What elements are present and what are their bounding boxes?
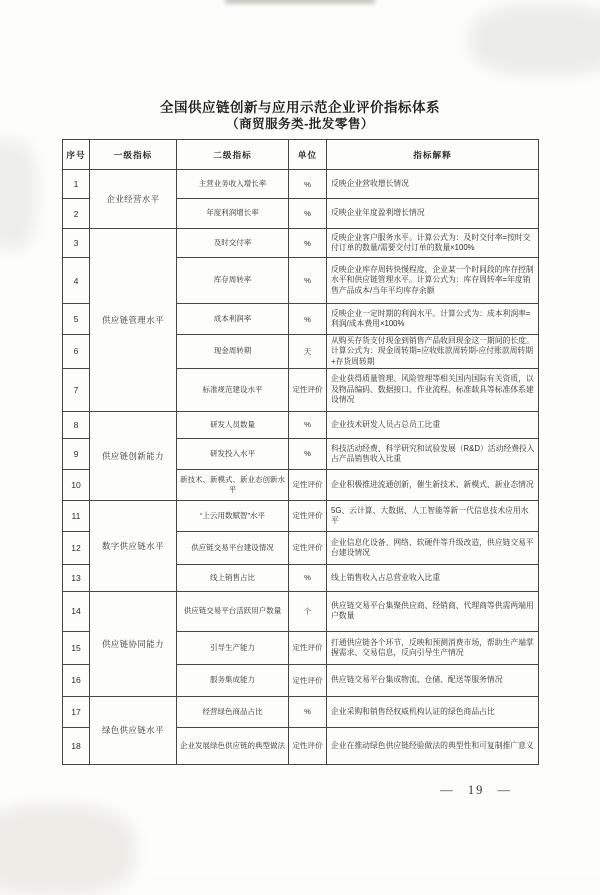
row-number: 6	[63, 335, 90, 369]
unit-cell: %	[289, 438, 327, 469]
level2-indicator-cell: 新技术、新模式、新业态创新水平	[177, 469, 289, 500]
document-title: 全国供应链创新与应用示范企业评价指标体系	[160, 100, 440, 115]
unit-cell: %	[289, 696, 327, 727]
row-number: 15	[63, 631, 90, 664]
explanation-cell: 反映企业库存周转快慢程度，企业某一个时间段的库存控制水平和供应链管理水平。计算公式为：库存周转率=年度销售产品成本/当年平均库存余额	[327, 258, 539, 304]
explanation-cell: 供应链交易平台集聚供应商、经销商、代理商等供需两端用户数量	[327, 591, 539, 631]
unit-cell: %	[289, 199, 327, 229]
explanation-cell: 供应链交易平台集成物流、仓储、配送等服务情况	[327, 664, 539, 696]
scan-artifact	[0, 140, 37, 250]
unit-cell: %	[289, 170, 327, 199]
explanation-cell: 从购买存货支付现金到销售产品收回现金这一期间的长度。计算公式为：现金周转期=应收账款周转期-应付账款周转期+存货周转期	[327, 335, 539, 369]
level2-indicator-cell: 标准规范建设水平	[177, 368, 289, 411]
level2-indicator-cell: 研发人员数量	[177, 411, 289, 438]
row-number: 4	[63, 258, 90, 304]
scan-artifact	[225, 0, 375, 4]
page-number: — 19 —	[440, 783, 512, 797]
unit-cell: %	[289, 304, 327, 335]
level1-indicator-cell: 供应链管理水平	[90, 229, 177, 412]
title-block	[0, 100, 600, 133]
table-row	[63, 229, 539, 258]
explanation-cell: 打通供应链各个环节，反映和预测消费市场，帮助生产端掌握需求、交易信息，反向引导生产情况	[327, 631, 539, 664]
level2-indicator-cell: 线上销售占比	[177, 564, 289, 591]
row-number: 10	[63, 469, 90, 500]
level2-indicator-cell: 年度利润增长率	[177, 199, 289, 229]
explanation-cell: 科技活动经费、科学研究和试验发展（R&D）活动经费投入占产品销售收入比重	[327, 438, 539, 469]
unit-cell: 定性评价	[289, 531, 327, 564]
explanation-cell: 线上销售收入占总营业收入比重	[327, 564, 539, 591]
row-number: 14	[63, 591, 90, 631]
header-explanation: 指标解释	[327, 140, 539, 170]
row-number: 12	[63, 531, 90, 564]
row-number: 7	[63, 368, 90, 411]
row-number: 2	[63, 199, 90, 229]
unit-cell: 定性评价	[289, 368, 327, 411]
level2-indicator-cell: 供应链交易平台活跃用户数量	[177, 591, 289, 631]
unit-cell: %	[289, 564, 327, 591]
unit-cell: 个	[289, 591, 327, 631]
row-number: 3	[63, 229, 90, 258]
unit-cell: 定性评价	[289, 727, 327, 764]
unit-cell: 定性评价	[289, 500, 327, 531]
row-number: 5	[63, 304, 90, 335]
document-subtitle: （商贸服务类-批发零售）	[226, 116, 374, 131]
table-row	[63, 411, 539, 438]
level2-indicator-cell: 及时交付率	[177, 229, 289, 258]
header-unit: 单位	[289, 140, 327, 170]
row-number: 16	[63, 664, 90, 696]
level2-indicator-cell: 主营业务收入增长率	[177, 170, 289, 199]
level2-indicator-cell: 经营绿色商品占比	[177, 696, 289, 727]
header-level1: 一级指标	[90, 140, 177, 170]
unit-cell: %	[289, 411, 327, 438]
level2-indicator-cell: 成本利润率	[177, 304, 289, 335]
unit-cell: 定性评价	[289, 664, 327, 696]
row-number: 8	[63, 411, 90, 438]
row-number: 13	[63, 564, 90, 591]
header-no: 序号	[63, 140, 90, 170]
explanation-cell: 反映企业客户服务水平。计算公式为：及时交付率=按时交付订单的数量/需要交付订单的数量×100%	[327, 229, 539, 258]
explanation-cell: 5G、云计算、大数据、人工智能等新一代信息技术应用水平	[327, 500, 539, 531]
indicator-table	[62, 139, 539, 765]
scan-artifact	[0, 805, 135, 895]
explanation-cell: 企业积极推进流通创新，催生新技术、新模式、新业态情况	[327, 469, 539, 500]
table-row	[63, 170, 539, 199]
explanation-cell: 企业技术研发人员占总员工比重	[327, 411, 539, 438]
row-number: 1	[63, 170, 90, 199]
level1-indicator-cell: 供应链协同能力	[90, 591, 177, 696]
unit-cell: 天	[289, 335, 327, 369]
explanation-cell: 企业信息化设备、网络、软硬件等升级改造，供应链交易平台建设情况	[327, 531, 539, 564]
explanation-cell: 反映企业营收增长情况	[327, 170, 539, 199]
table-row	[63, 591, 539, 631]
row-number: 11	[63, 500, 90, 531]
unit-cell: %	[289, 229, 327, 258]
unit-cell: 定性评价	[289, 469, 327, 500]
explanation-cell: 企业在推动绿色供应链经验做法的典型性和可复制推广意义	[327, 727, 539, 764]
header-level2: 二级指标	[177, 140, 289, 170]
explanation-cell: 反映企业年度盈利增长情况	[327, 199, 539, 229]
unit-cell: 定性评价	[289, 631, 327, 664]
level2-indicator-cell: “上云用数赋智”水平	[177, 500, 289, 531]
row-number: 17	[63, 696, 90, 727]
level1-indicator-cell: 绿色供应链水平	[90, 696, 177, 764]
level2-indicator-cell: 研发投入水平	[177, 438, 289, 469]
level1-indicator-cell: 企业经营水平	[90, 170, 177, 229]
explanation-cell: 反映企业一定时期的利润水平。计算公式为：成本利润率=利润/成本费用×100%	[327, 304, 539, 335]
explanation-cell: 企业获得质量管理、风险管理等相关国内国际有关资质，以及物品编码、数据接口、作业流程、标准载具等标准体系建设情况	[327, 368, 539, 411]
row-number: 9	[63, 438, 90, 469]
level2-indicator-cell: 引导生产能力	[177, 631, 289, 664]
table-row	[63, 696, 539, 727]
level2-indicator-cell: 供应链交易平台建设情况	[177, 531, 289, 564]
table-header-row	[63, 140, 539, 170]
level2-indicator-cell: 现金周转期	[177, 335, 289, 369]
explanation-cell: 企业采购和销售经权威机构认证的绿色商品占比	[327, 696, 539, 727]
table-row	[63, 500, 539, 531]
row-number: 18	[63, 727, 90, 764]
level2-indicator-cell: 库存周转率	[177, 258, 289, 304]
level1-indicator-cell: 数字供应链水平	[90, 500, 177, 591]
scan-artifact	[470, 5, 600, 75]
unit-cell: %	[289, 258, 327, 304]
level2-indicator-cell: 企业发展绿色供应链的典型做法	[177, 727, 289, 764]
level2-indicator-cell: 服务集成能力	[177, 664, 289, 696]
level1-indicator-cell: 供应链创新能力	[90, 411, 177, 500]
